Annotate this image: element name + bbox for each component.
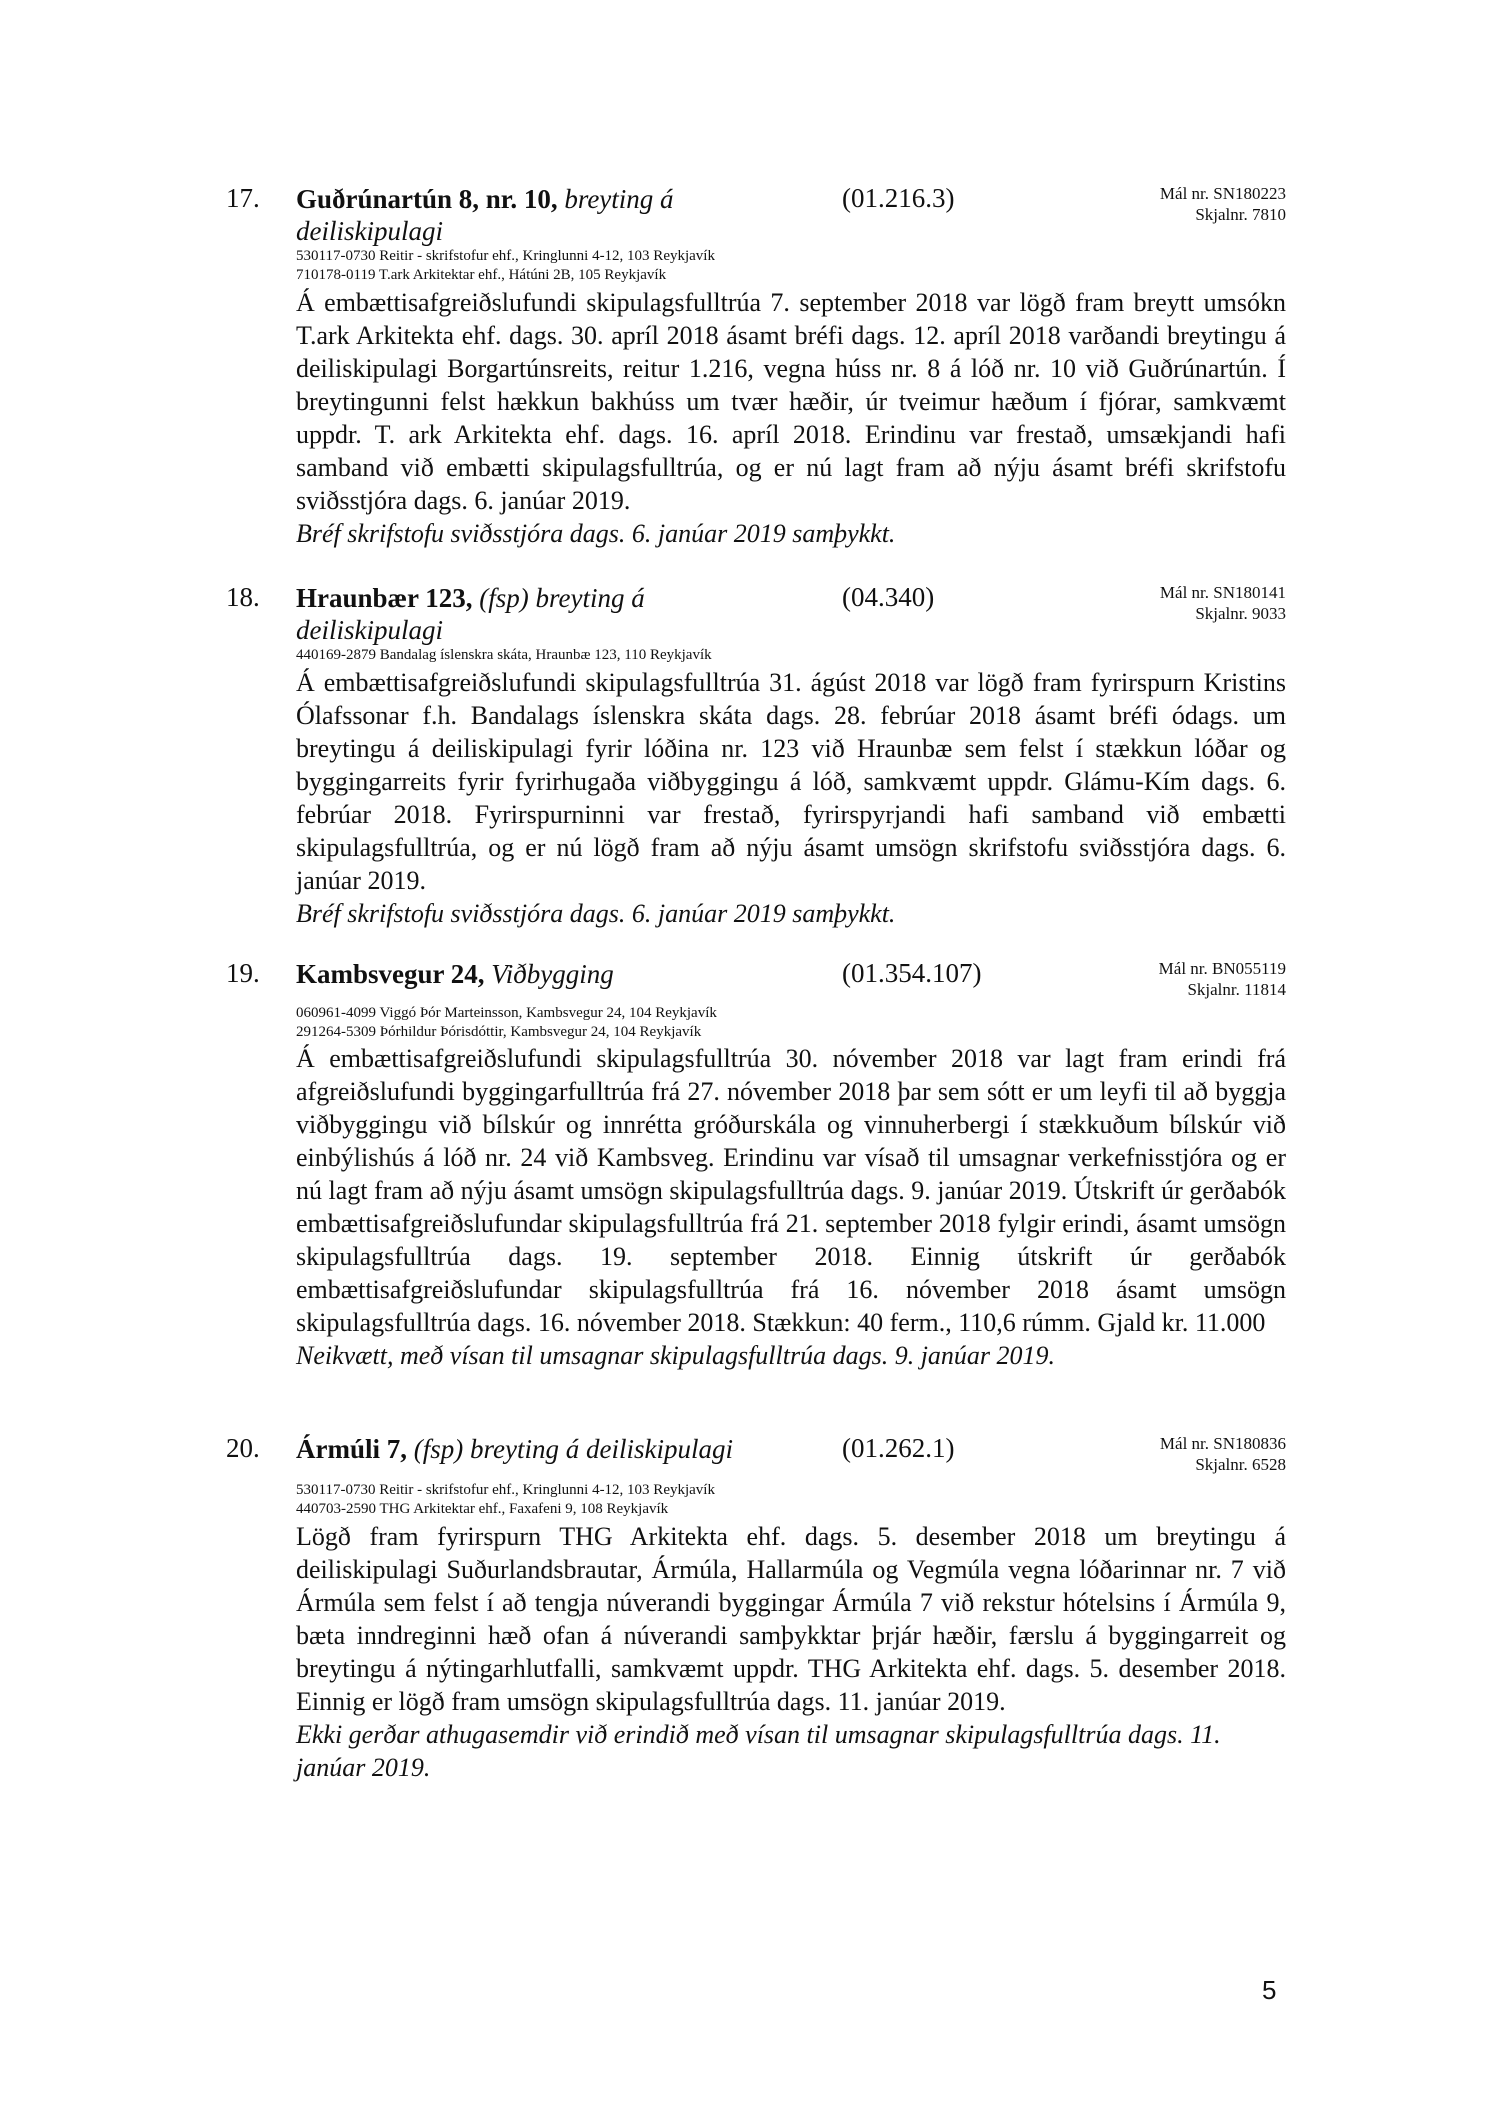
parties — [296, 1004, 717, 1042]
case-number: 17. — [226, 183, 260, 213]
case-type: Viðbygging — [491, 959, 614, 989]
case-type: breyting á deiliskipulagi — [296, 184, 674, 246]
case-address: Guðrúnartún 8, nr. 10, — [296, 184, 558, 214]
case-reference — [1160, 582, 1286, 624]
case-number: 20. — [226, 1433, 260, 1463]
case-no: Mál nr. SN180223 — [1159, 184, 1286, 203]
case-heading — [296, 183, 716, 247]
party-line: 060961-4099 Viggó Þór Marteinsson, Kambsvegur 24, 104 Reykjavík — [296, 1005, 717, 1021]
case-decision: Neikvætt, með vísan til umsagnar skipulagsfulltrúa dags. 9. janúar 2019. — [296, 1341, 1056, 1370]
plot-number: (01.216.3) — [842, 183, 955, 213]
case-reference — [1159, 958, 1286, 1000]
case-decision: Bréf skrifstofu sviðsstjóra dags. 6. janúar 2019 samþykkt. — [296, 519, 896, 548]
case-body — [296, 286, 1286, 550]
case-description: Á embættisafgreiðslufundi skipulagsfulltrúa 30. nóvember 2018 var lagt fram erindi frá afgreiðslufundi byggingarfulltrúa frá 27. nóvember 2018 þar sem sótt er um leyfi til að byggja viðbyggingu við bílskúr og innrétta gróðurskála og vinnuherbergi í stækkuðum bílskúr við einbýlishús á lóð nr. 24 við Kambsveg. Erindinu var vísað til umsagnar verkefnisstjóra og er nú lagt fram að nýju ásamt umsögn skipulagsfulltrúa dags. 9. janúar 2019. Útskrift úr gerðabók embættisafgreiðslufundar skipulagsfulltrúa frá 21. september 2018 fylgir erindi, ásamt umsögn skipulagsfulltrúa dags. 19. september 2018. Einnig útskrift úr gerðabók embættisafgreiðslufundar skipulagsfulltrúa frá 16. nóvember 2018 ásamt umsögn skipulagsfulltrúa dags. 16. nóvember 2018. Stækkun: 40 ferm., 110,6 rúmm. Gjald kr. 11.000 — [296, 1044, 1286, 1337]
case-no: Mál nr. BN055119 — [1158, 959, 1286, 978]
parties — [296, 646, 712, 665]
parties — [296, 1481, 715, 1519]
case-reference — [1160, 1433, 1286, 1475]
record-no: Skjalnr. 11814 — [1187, 980, 1286, 999]
record-no: Skjalnr. 7810 — [1195, 205, 1286, 224]
parties — [296, 247, 715, 285]
plot-number: (01.354.107) — [842, 958, 982, 988]
party-line: 530117-0730 Reitir - skrifstofur ehf., Kringlunni 4-12, 103 Reykjavík — [296, 248, 715, 264]
case-body — [296, 1520, 1286, 1784]
case-number: 18. — [226, 582, 260, 612]
case-type: (fsp) breyting á deiliskipulagi — [296, 583, 645, 645]
case-body — [296, 1042, 1286, 1372]
case-heading — [296, 582, 716, 646]
case-no: Mál nr. SN180836 — [1159, 1434, 1286, 1453]
party-line: 291264-5309 Þórhildur Þórisdóttir, Kambsvegur 24, 104 Reykjavík — [296, 1024, 702, 1040]
plot-number: (04.340) — [842, 582, 935, 612]
case-no: Mál nr. SN180141 — [1159, 583, 1286, 602]
record-no: Skjalnr. 9033 — [1195, 604, 1286, 623]
case-address: Kambsvegur 24, — [296, 959, 485, 989]
case-description: Lögð fram fyrirspurn THG Arkitekta ehf. dags. 5. desember 2018 um breytingu á deiliskipulagi Suðurlandsbrautar, Ármúla, Hallarmúla og Vegmúla vegna lóðarinnar nr. 7 við Ármúla sem felst í að tengja núverandi byggingar Ármúla 7 við rekstur hótelsins í Ármúla 9, bæta inndreginni hæð ofan á núverandi samþykktar þrjár hæðir, færslu á byggingarreit og breytingu á nýtingarhlutfalli, samkvæmt uppdr. THG Arkitekta ehf. dags. 5. desember 2018. Einnig er lögð fram umsögn skipulagsfulltrúa dags. 11. janúar 2019. — [296, 1522, 1286, 1716]
party-line: 440703-2590 THG Arkitektar ehf., Faxafeni 9, 108 Reykjavík — [296, 1501, 669, 1517]
record-no: Skjalnr. 6528 — [1195, 1455, 1286, 1474]
case-description: Á embættisafgreiðslufundi skipulagsfulltrúa 7. september 2018 var lögð fram breytt umsókn T.ark Arkitekta ehf. dags. 30. apríl 2018 ásamt bréfi dags. 12. apríl 2018 varðandi breytingu á deiliskipulagi Borgartúnsreits, reitur 1.216, vegna húss nr. 8 á lóð nr. 10 við Guðrúnartún. Í breytingunni felst hækkun bakhúss um tvær hæðir, úr tveimur hæðum í fjórar, samkvæmt uppdr. T. ark Arkitekta ehf. dags. 16. apríl 2018. Erindinu var frestað, umsækjandi hafi samband við embætti skipulagsfulltrúa, og er nú lagt fram að nýju ásamt bréfi skrifstofu sviðsstjóra dags. 6. janúar 2019. — [296, 288, 1286, 515]
page-number: 5 — [1262, 1975, 1277, 2005]
party-line: 530117-0730 Reitir - skrifstofur ehf., Kringlunni 4-12, 103 Reykjavík — [296, 1482, 715, 1498]
case-heading — [296, 958, 716, 990]
case-address: Hraunbær 123, — [296, 583, 473, 613]
party-line: 710178-0119 T.ark Arkitektar ehf., Hátúni 2B, 105 Reykjavík — [296, 267, 667, 283]
case-decision: Bréf skrifstofu sviðsstjóra dags. 6. janúar 2019 samþykkt. — [296, 899, 896, 928]
case-decision: Ekki gerðar athugasemdir við erindið með vísan til umsagnar skipulagsfulltrúa dags. 11. janúar 2019. — [296, 1720, 1221, 1782]
case-type: (fsp) breyting á deiliskipulagi — [413, 1434, 733, 1464]
case-reference — [1160, 183, 1286, 225]
plot-number: (01.262.1) — [842, 1433, 955, 1463]
case-number: 19. — [226, 958, 260, 988]
case-heading — [296, 1433, 836, 1465]
party-line: 440169-2879 Bandalag íslenskra skáta, Hraunbæ 123, 110 Reykjavík — [296, 647, 712, 663]
case-address: Ármúli 7, — [296, 1434, 407, 1464]
case-description: Á embættisafgreiðslufundi skipulagsfulltrúa 31. ágúst 2018 var lögð fram fyrirspurn Kristins Ólafssonar f.h. Bandalags íslenskra skáta dags. 28. febrúar 2018 ásamt bréfi ódags. um breytingu á deiliskipulagi fyrir lóðina nr. 123 við Hraunbæ sem felst í stækkun lóðar og byggingarreits fyrir fyrirhugaða viðbyggingu á lóð, samkvæmt uppdr. Glámu-Kím dags. 6. febrúar 2018. Fyrirspurninni var frestað, fyrirspyrjandi hafi samband við embætti skipulagsfulltrúa, og er nú lögð fram að nýju ásamt umsögn skrifstofu sviðsstjóra dags. 6. janúar 2019. — [296, 668, 1286, 895]
case-body — [296, 666, 1286, 930]
